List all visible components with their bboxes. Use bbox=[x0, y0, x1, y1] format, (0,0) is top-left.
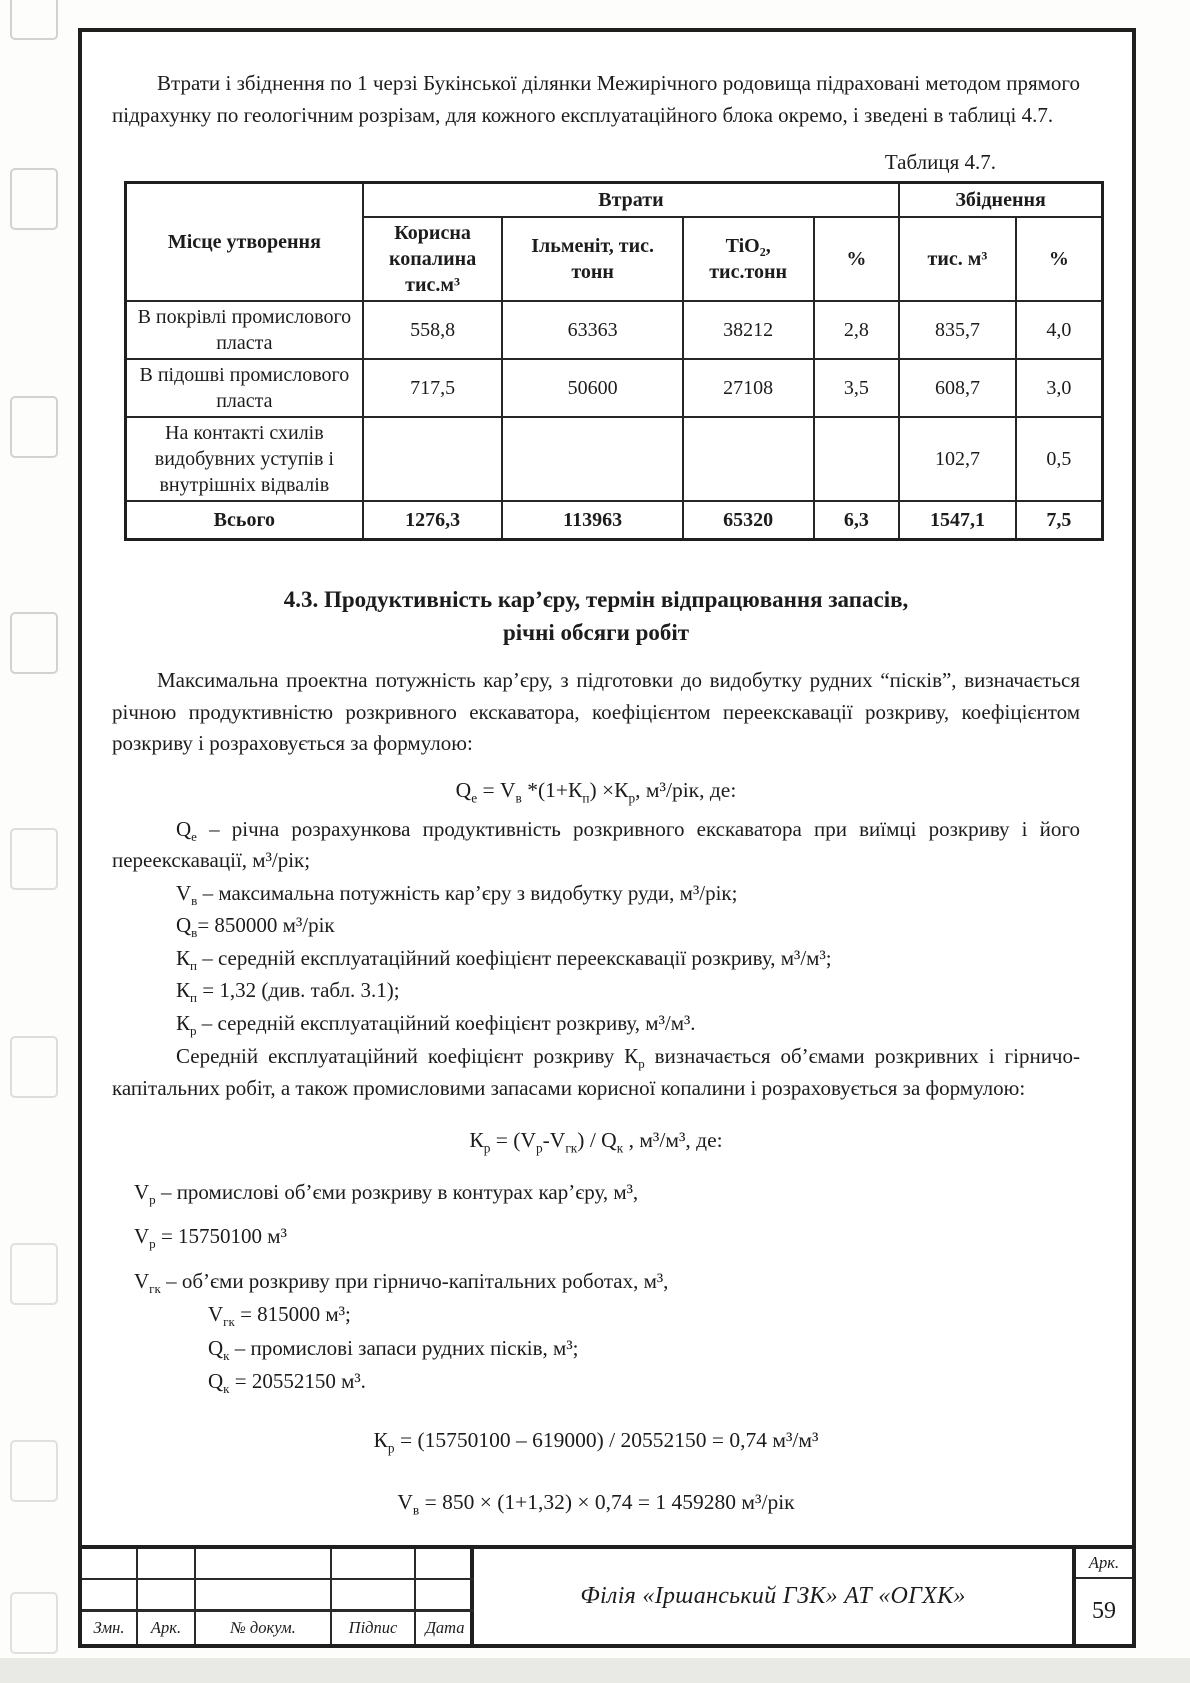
footer-label-date: Дата bbox=[416, 1611, 474, 1644]
formula-kr: $К_р = (V_р-V_{гк}) / Q_к$ , м³/м³, де: bbox=[469, 1128, 723, 1156]
formula-kr-result: $К_р = (15750100 - 619000) / 20552150 = 0,74$ м³/м³ bbox=[373, 1427, 819, 1455]
cell: 113963 bbox=[502, 501, 682, 540]
footer-label-docnum: № докум. bbox=[196, 1611, 332, 1644]
table-row bbox=[126, 301, 1103, 359]
binder-hole bbox=[10, 396, 58, 458]
intro-paragraph: Втрати і збіднення по 1 черзі Букінської ділянки Межирічного родовища підраховані методом прямого підрахунку по геологічним розрізам, для кожного експлуатаційного блока окремо, і зведені в таблиці 4.7. bbox=[112, 71, 1080, 127]
column-header-place: Місце утворення bbox=[126, 182, 363, 301]
losses-table bbox=[124, 181, 1104, 541]
cell: 4,0 bbox=[1016, 301, 1103, 359]
definition-kp: $К_п$ – середній експлуатаційний коефіцієнт переекскавації розкриву, м³/м³; bbox=[176, 945, 832, 974]
column-header: тис. м³ bbox=[899, 217, 1016, 301]
table-caption: Таблиця 4.7. bbox=[884, 150, 996, 174]
cell: 3,5 bbox=[814, 359, 900, 417]
cell: 102,7 bbox=[899, 417, 1016, 501]
column-group-dilution: Збіднення bbox=[899, 182, 1102, 217]
cell: 7,5 bbox=[1016, 501, 1103, 540]
binder-hole bbox=[10, 1592, 58, 1654]
page-column bbox=[1076, 1549, 1132, 1644]
value-vgk: $V_{гк} = 815000$ м³; bbox=[208, 1302, 351, 1330]
table-total-row bbox=[126, 501, 1103, 540]
binder-hole bbox=[10, 1036, 58, 1098]
cell: 717,5 bbox=[363, 359, 503, 417]
binder-hole bbox=[10, 1440, 58, 1502]
formula-qe: $Q_е = V_в$ $*(1+К_п) \times К_р$, м³/рік, де: bbox=[455, 777, 737, 805]
title-block bbox=[82, 1545, 1132, 1644]
page-content bbox=[82, 32, 1132, 1545]
row-place: В підошві промислового пласта bbox=[126, 359, 363, 417]
cell: 50600 bbox=[502, 359, 682, 417]
column-header: Корисна копалина тис.м³ bbox=[363, 217, 503, 301]
cell: 0,5 bbox=[1016, 417, 1103, 501]
cell: 1547,1 bbox=[899, 501, 1016, 540]
cell bbox=[502, 417, 682, 501]
losses-table-block bbox=[112, 147, 1080, 541]
binder-hole bbox=[10, 1243, 58, 1305]
footer-label-ark: Арк. bbox=[138, 1611, 196, 1644]
page-frame bbox=[78, 28, 1136, 1648]
definition-qe: $Q_е$ – річна розрахункова продуктивність розкривного екскаватора при виїмці розкриву і його переекскавації, м³/рік; bbox=[112, 816, 1080, 873]
paragraph-kr: Середній експлуатаційний коефіцієнт розкриву $К_р$ визначається об’ємами розкривних і гірничо-капітальних робіт, а також промисловими запасами корисної копалини і розраховується за формулою: bbox=[112, 1044, 1080, 1100]
cell: 6,3 bbox=[814, 501, 900, 540]
company-name: Філія «Іршанський ГЗК» АТ «ОГХК» bbox=[474, 1549, 1076, 1644]
page-number: 59 bbox=[1092, 1598, 1116, 1624]
footer-label-signature: Підпис bbox=[332, 1611, 416, 1644]
definition-vv: $V_в$ – максимальна потужність кар’єру з видобутку руди, м³/рік; bbox=[176, 880, 738, 909]
scan-edge bbox=[0, 1658, 1190, 1683]
row-place: Всього bbox=[126, 501, 363, 540]
binder-hole bbox=[10, 0, 58, 40]
value-qk: $Q_к = 20552150$ м³. bbox=[208, 1369, 366, 1397]
column-header: % bbox=[814, 217, 900, 301]
value-qv: $Q_в= 850000$ м³/рік bbox=[176, 913, 335, 941]
column-header: Ільменіт, тис. тонн bbox=[502, 217, 682, 301]
formula-vv-result: $V_в = 850 \times (1+1,32) \times 0,74 = 1$ 459280 м³/рік bbox=[397, 1489, 795, 1518]
footer-label-zmn: Змн. bbox=[82, 1611, 138, 1644]
column-header: % bbox=[1016, 217, 1103, 301]
column-group-losses: Втрати bbox=[363, 182, 899, 217]
value-vr: $V_р = 15750100$ м³ bbox=[134, 1224, 287, 1252]
page-label: Арк. bbox=[1076, 1549, 1132, 1579]
definition-vr: $V_р$ – промислові об’єми розкриву в контурах кар’єру, м³, bbox=[134, 1179, 639, 1207]
cell: 27108 bbox=[683, 359, 814, 417]
revision-grid bbox=[82, 1549, 474, 1644]
cell bbox=[683, 417, 814, 501]
row-place: На контакті схилів видобувних уступів і внутрішніх відвалів bbox=[126, 417, 363, 501]
column-header: TiO₂, тис.тонн bbox=[683, 217, 814, 301]
definition-kr: $К_р$ – середній експлуатаційний коефіцієнт розкриву, м³/м³. bbox=[176, 1010, 696, 1039]
cell: 2,8 bbox=[814, 301, 900, 359]
cell: 63363 bbox=[502, 301, 682, 359]
cell bbox=[363, 417, 503, 501]
section-heading bbox=[112, 583, 1080, 650]
binder-hole bbox=[10, 828, 58, 890]
definition-vgk: $V_{гк}$ – об’єми розкриву при гірничо-капітальних роботах, м³, bbox=[134, 1268, 669, 1296]
cell: 3,0 bbox=[1016, 359, 1103, 417]
table-row bbox=[126, 359, 1103, 417]
cell: 38212 bbox=[683, 301, 814, 359]
binder-hole bbox=[10, 612, 58, 674]
binder-hole bbox=[10, 168, 58, 230]
cell: 835,7 bbox=[899, 301, 1016, 359]
cell: 608,7 bbox=[899, 359, 1016, 417]
row-place: В покрівлі промислового пласта bbox=[126, 301, 363, 359]
definition-qk: $Q_к$ – промислові запаси рудних пісків, м³; bbox=[208, 1335, 579, 1363]
section-heading-line2: річні обсяги робіт bbox=[502, 619, 690, 645]
table-row bbox=[126, 417, 1103, 501]
cell: 65320 bbox=[683, 501, 814, 540]
paragraph-capacity: Максимальна проектна потужність кар’єру, з підготовки до видобутку рудних “пісків”, визначається річною продуктивністю розкривного екскаватора, коефіцієнтом переекскавації розкриву, коефіцієнтом розкриву і розраховується за формулою: bbox=[112, 668, 1080, 756]
section-heading-line1: 4.3. Продуктивність кар’єру, термін відпрацювання запасів, bbox=[283, 586, 909, 612]
cell bbox=[814, 417, 900, 501]
value-kp: $К_п = 1,32$ (див. табл. 3.1); bbox=[176, 978, 400, 1006]
cell: 1276,3 bbox=[363, 501, 503, 540]
cell: 558,8 bbox=[363, 301, 503, 359]
